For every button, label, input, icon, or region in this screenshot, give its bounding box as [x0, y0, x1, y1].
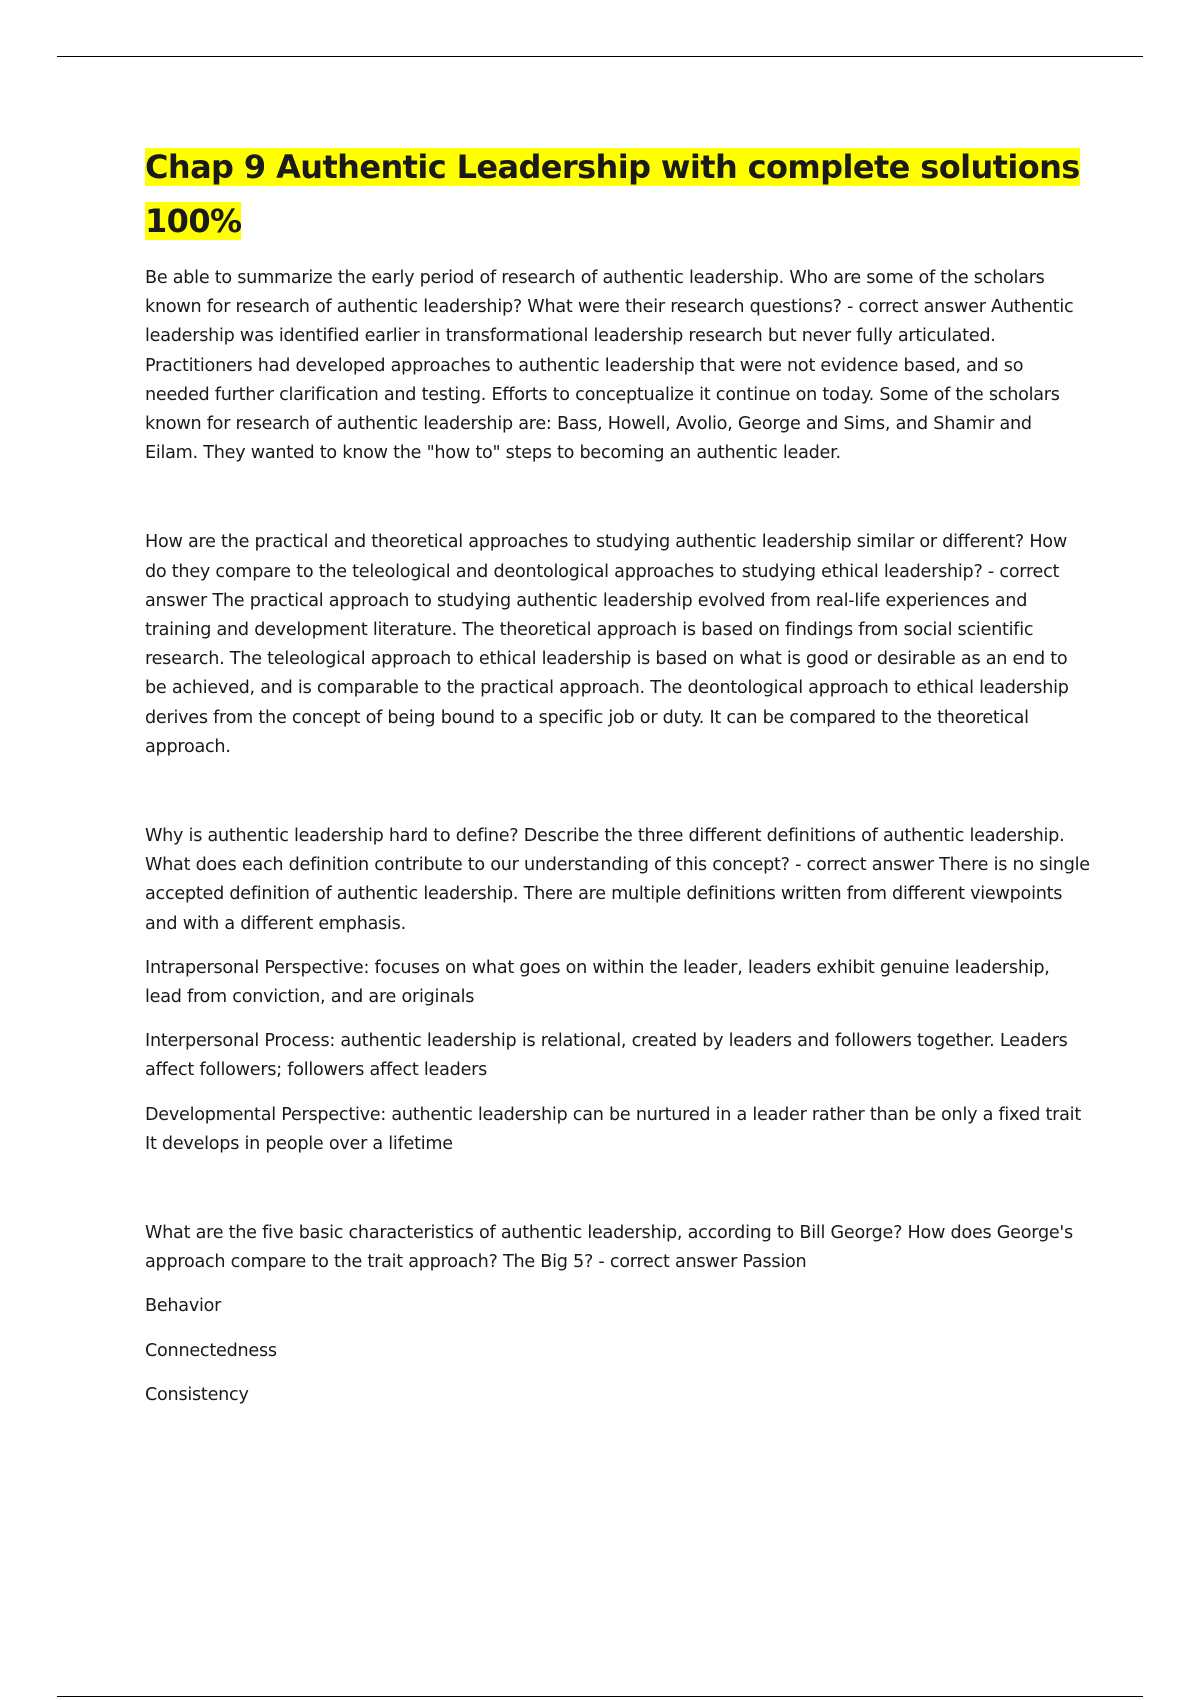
question-paragraph-3: Why is authentic leadership hard to define? Describe the three different definitions of authentic leadership. What does each definition contribute to our understanding of this concept? - correct answer There is no single accepted definition of authentic leadership. There are multiple definitions written from different viewpoints and with a different emphasis. — [145, 826, 1090, 934]
document-title — [145, 140, 1090, 248]
spacer — [145, 1086, 1090, 1101]
spacer — [145, 1012, 1090, 1027]
question-paragraph-2: How are the practical and theoretical approaches to studying authentic leadership similar or different? How do they compare to the teleological and deontological approaches to studying ethical leadership? - correct answer The practical approach to studying authentic leadership evolved from real-life experiences and training and development literature. The theoretical approach is based on findings from social scientific research. The teleological approach to ethical leadership is based on what is good or desirable as an end to be achieved, and is comparable to the practical approach. The deontological approach to ethical leadership derives from the concept of being bound to a specific job or duty. It can be compared to the theoretical approach. — [145, 532, 1069, 757]
footer-rule — [57, 1696, 1143, 1697]
characteristic-consistency: Consistency — [145, 1384, 249, 1405]
document-title-text: Chap 9 Authentic Leadership with complete solutions 100% — [145, 148, 1080, 240]
characteristic-connectedness: Connectedness — [145, 1340, 277, 1361]
characteristic-behavior: Behavior — [145, 1296, 222, 1317]
document-body — [145, 140, 1090, 1410]
question-paragraph-4: What are the five basic characteristics of authentic leadership, according to Bill George? How does George's approach compare to the trait approach? The Big 5? - correct answer Passion — [145, 1223, 1073, 1273]
spacer — [145, 1277, 1090, 1292]
spacer — [145, 1366, 1090, 1381]
spacer — [145, 939, 1090, 954]
header-rule — [57, 56, 1143, 57]
spacer — [145, 1322, 1090, 1337]
developmental-perspective-paragraph: Developmental Perspective: authentic leadership can be nurtured in a leader rather than be only a fixed trait It develops in people over a lifetime — [145, 1104, 1081, 1154]
spacer — [145, 468, 1090, 528]
intrapersonal-perspective-paragraph: Intrapersonal Perspective: focuses on what goes on within the leader, leaders exhibit genuine leadership, lead from conviction, and are originals — [145, 957, 1050, 1008]
spacer — [145, 762, 1090, 822]
interpersonal-process-paragraph: Interpersonal Process: authentic leadership is relational, created by leaders and followers together. Leaders affect followers; followers affect leaders — [145, 1031, 1068, 1081]
question-paragraph-1: Be able to summarize the early period of research of authentic leadership. Who are some of the scholars known for research of authentic leadership? What were their research questions? - correct answer Authentic leadership was identified earlier in transformational leadership research but never fully articulated. Practitioners had developed approaches to authentic leadership that were not evidence based, and so needed further clarification and testing. Efforts to conceptualize it continue on today. Some of the scholars known for research of authentic leadership are: Bass, Howell, Avolio, George and Sims, and Shamir and Eilam. They wanted to know the "how to" steps to becoming an authentic leader. — [145, 268, 1074, 464]
spacer — [145, 1159, 1090, 1219]
